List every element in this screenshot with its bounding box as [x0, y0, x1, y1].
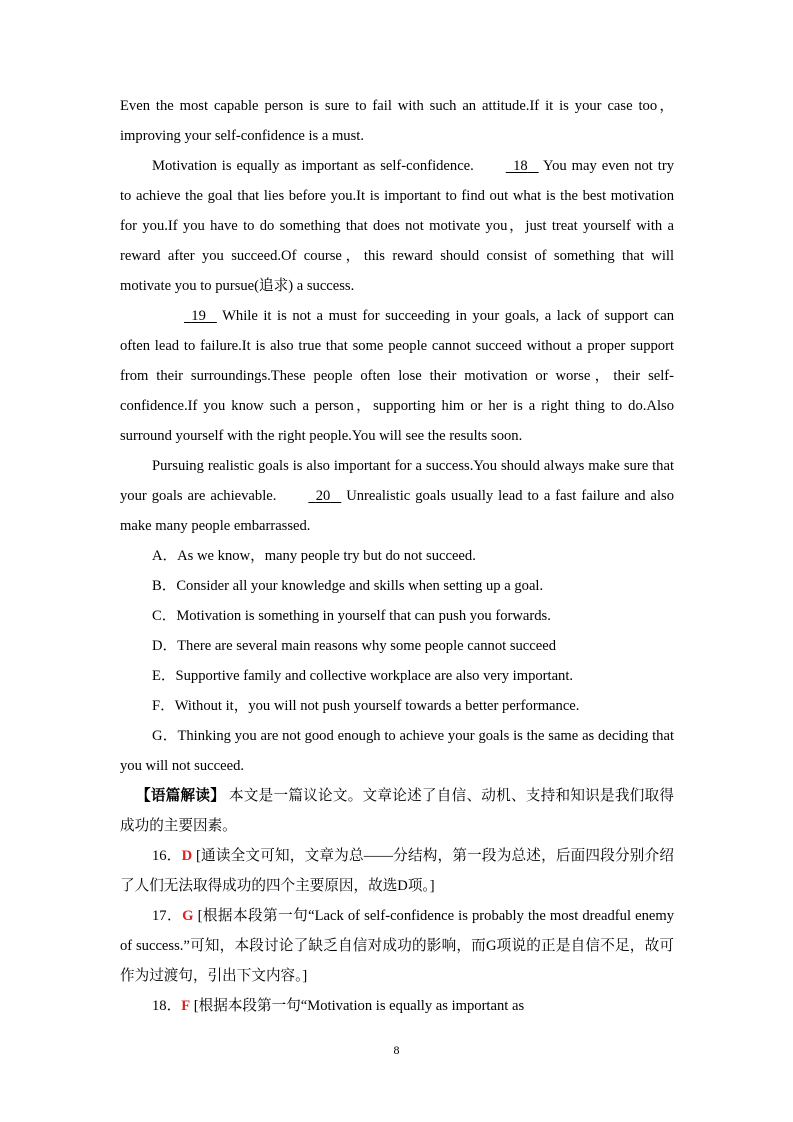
option-d: [120, 631, 674, 661]
answer-18: [120, 991, 674, 1021]
option-text: As we know，many people try but do not succeed.: [177, 548, 476, 564]
blank-18-number: 18: [513, 158, 528, 174]
answer-16: [120, 841, 674, 901]
blank-19-number: 19: [191, 308, 206, 324]
option-a: [120, 541, 674, 571]
blank-20: [276, 481, 341, 511]
option-label: G．: [152, 728, 178, 744]
paragraph-20: [120, 451, 674, 541]
document-page: [120, 91, 674, 1021]
option-text: Supportive family and collective workplace are also very important.: [175, 668, 574, 684]
option-text: Thinking you are not good enough to achieve your goals is the same as deciding that you will not succeed.: [120, 728, 674, 774]
option-label: C．: [152, 608, 177, 624]
blank-18: [474, 151, 539, 181]
answer-number: 16．: [152, 848, 182, 864]
analysis-title: 【语篇解读】: [136, 788, 226, 804]
option-label: A．: [152, 548, 178, 564]
answer-17: [120, 901, 674, 991]
answer-letter: F: [181, 998, 191, 1014]
option-b: [120, 571, 674, 601]
option-c: [120, 601, 674, 631]
analysis-text: 本文是一篇议论文。文章论述了自信、动机、支持和知识是我们取得成功的主要因素。: [120, 788, 674, 834]
paragraph-20-pre: Pursuing realistic goals is also important for a success.You should always make sure that your goals are achievable.: [120, 458, 674, 504]
paragraph-19: [120, 301, 674, 451]
option-label: D．: [152, 638, 178, 654]
answer-number: 17．: [152, 908, 183, 924]
page-number: 8: [393, 1043, 400, 1057]
answer-explanation: [根据本段第一句“Motivation is equally as important as: [193, 998, 525, 1014]
paragraph-18: [120, 151, 674, 301]
answer-explanation: [根据本段第一句“Lack of self-confidence is probably the most dreadful enemy of success.”可知，本段讨论了缺乏自信对成功的影响，而G项说的正是自信不足，故可作为过渡句，引出下文内容。]: [120, 908, 674, 984]
option-text: Motivation is something in yourself that can push you forwards.: [176, 608, 551, 624]
option-text: Without it，you will not push yourself towards a better performance.: [174, 698, 580, 714]
option-g: [120, 721, 674, 781]
blank-19: [152, 301, 217, 331]
answer-letter: G: [182, 908, 194, 924]
option-text: Consider all your knowledge and skills when setting up a goal.: [176, 578, 544, 594]
answer-number: 18．: [152, 998, 182, 1014]
option-text: There are several main reasons why some people cannot succeed: [177, 638, 557, 654]
option-e: [120, 661, 674, 691]
paragraph-19-post: While it is not a must for succeeding in your goals, a lack of support can often lead to failure.It is also true that some people cannot succeed without a proper support from their surroundings.These people often lose their motivation or worse，their self-confidence.If you know such a person，supporting him or her is a right thing to do.Also surround yourself with the right people.You will see the results soon.: [120, 308, 674, 444]
option-f: [120, 691, 674, 721]
paragraph-20-post: Unrealistic goals usually lead to a fast failure and also make many people embarrassed.: [120, 488, 674, 534]
option-label: B．: [152, 578, 177, 594]
option-label: E．: [152, 668, 176, 684]
analysis-section: [120, 781, 674, 841]
answer-letter: D: [181, 848, 193, 864]
answer-explanation: [通读全文可知，文章为总——分结构，第一段为总述，后面四段分别介绍了人们无法取得成功的四个主要原因，故选D项。]: [120, 848, 674, 894]
blank-20-number: 20: [315, 488, 331, 504]
paragraph-18-post: You may even not try to achieve the goal that lies before you.It is important to find out what is the best motivation for you.If you have to do something that does not motivate you，just treat yourself with a reward after you succeed.Of course，this reward should consist of something that will motivate you to pursue(追求) a success.: [120, 158, 674, 294]
paragraph-18-pre: Motivation is equally as important as self-confidence.: [152, 158, 474, 174]
paragraph-intro: Even the most capable person is sure to fail with such an attitude.If it is your case too，improving your self-confidence is a must.: [120, 98, 674, 144]
option-label: F．: [152, 698, 175, 714]
